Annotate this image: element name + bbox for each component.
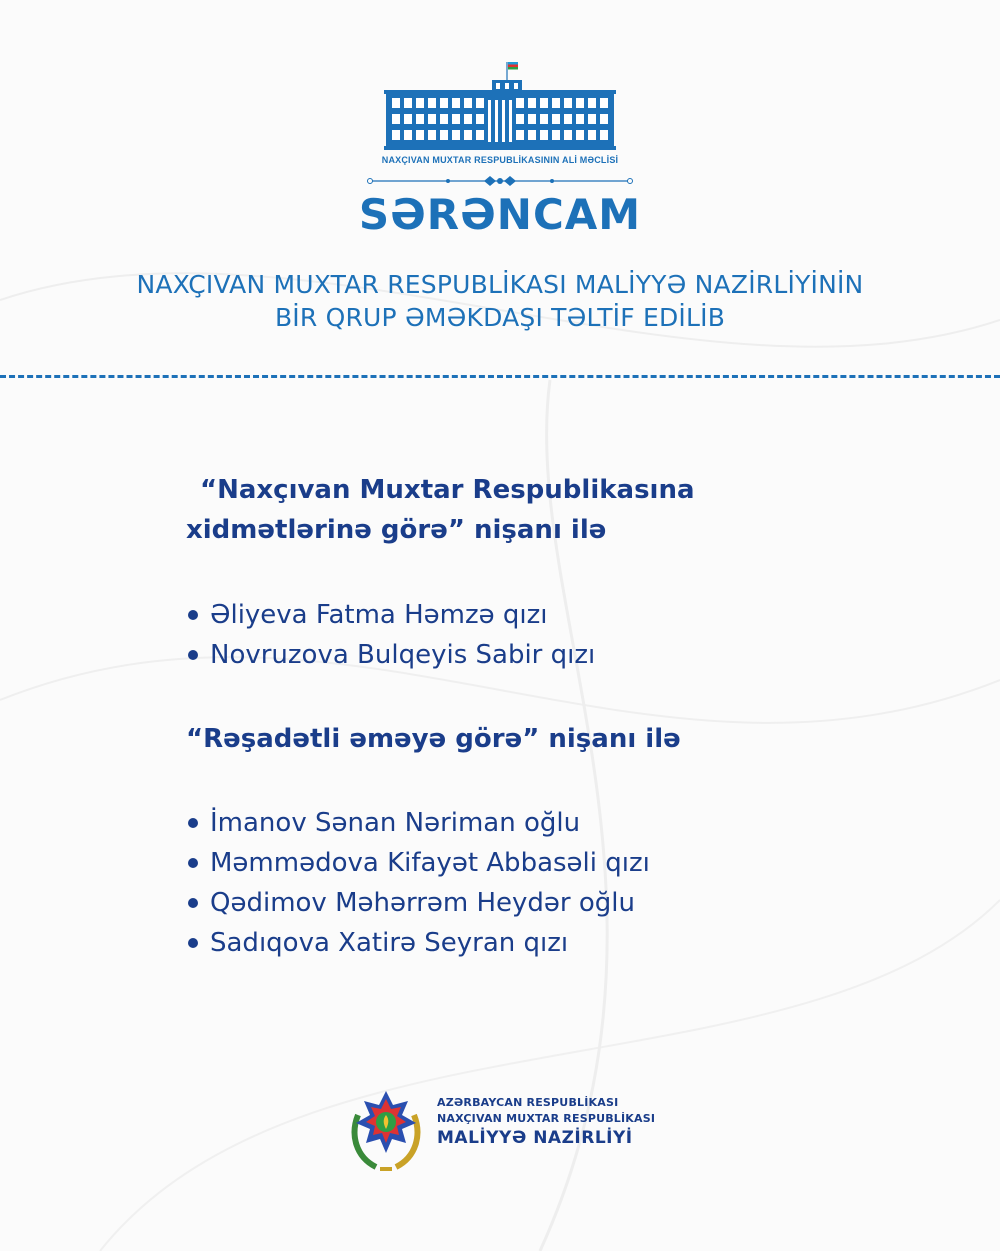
list-item bbox=[188, 843, 650, 883]
recipient-name: Novruzova Bulqeyis Sabir qızı bbox=[210, 640, 596, 670]
award-title-1-line-2: xidmətlərinə görə” nişanı ilə bbox=[186, 515, 607, 545]
footer-line-2: NAXÇIVAN MUXTAR RESPUBLİKASI bbox=[437, 1112, 656, 1125]
bullet-icon bbox=[188, 858, 198, 868]
bullet-icon bbox=[188, 650, 198, 660]
list-item bbox=[188, 803, 650, 843]
headline bbox=[20, 268, 980, 334]
list-item bbox=[188, 883, 650, 923]
recipient-name: Sadıqova Xatirə Seyran qızı bbox=[210, 928, 569, 958]
footer-line-3: MALİYYƏ NAZİRLİYİ bbox=[437, 1128, 633, 1148]
bullet-icon bbox=[188, 818, 198, 828]
recipient-name: İmanov Sənan Nəriman oğlu bbox=[210, 808, 581, 838]
recipient-name: Qədimov Məhərrəm Heydər oğlu bbox=[210, 888, 635, 918]
institution-caption: NAXÇIVAN MUXTAR RESPUBLİKASININ ALİ MƏCLİSİ bbox=[381, 155, 619, 165]
recipient-name: Əliyeva Fatma Həmzə qızı bbox=[210, 600, 548, 630]
dashed-divider bbox=[0, 375, 1000, 378]
bullet-icon bbox=[188, 938, 198, 948]
footer-line-1: AZƏRBAYCAN RESPUBLİKASI bbox=[437, 1096, 619, 1109]
award-title-1 bbox=[186, 470, 695, 550]
bullet-icon bbox=[188, 898, 198, 908]
recipient-list-2 bbox=[188, 803, 650, 963]
bullet-icon bbox=[188, 610, 198, 620]
list-item bbox=[188, 635, 595, 675]
headline-line-2: BİR QRUP ƏMƏKDAŞI TƏLTİF EDİLİB bbox=[274, 303, 726, 332]
parliament-building-icon bbox=[384, 58, 616, 152]
footer-ministry bbox=[437, 1095, 655, 1149]
award-title-2-line-1: “Rəşadətli əməyə görə” nişanı ilə bbox=[186, 724, 681, 754]
ornament-divider-icon bbox=[366, 172, 634, 190]
recipient-name: Məmmədova Kifayət Abbasəli qızı bbox=[210, 848, 650, 878]
headline-line-1: NAXÇIVAN MUXTAR RESPUBLİKASI MALİYYƏ NAZİRLİYİNİN bbox=[136, 270, 864, 299]
list-item bbox=[188, 595, 595, 635]
award-title-1-line-1: “Naxçıvan Muxtar Respublikasına bbox=[200, 475, 695, 505]
state-emblem-icon bbox=[346, 1085, 426, 1175]
list-item bbox=[188, 923, 650, 963]
recipient-list-1 bbox=[188, 595, 595, 675]
document-type-title: SƏRƏNCAM bbox=[358, 190, 642, 239]
award-title-2 bbox=[186, 719, 681, 759]
